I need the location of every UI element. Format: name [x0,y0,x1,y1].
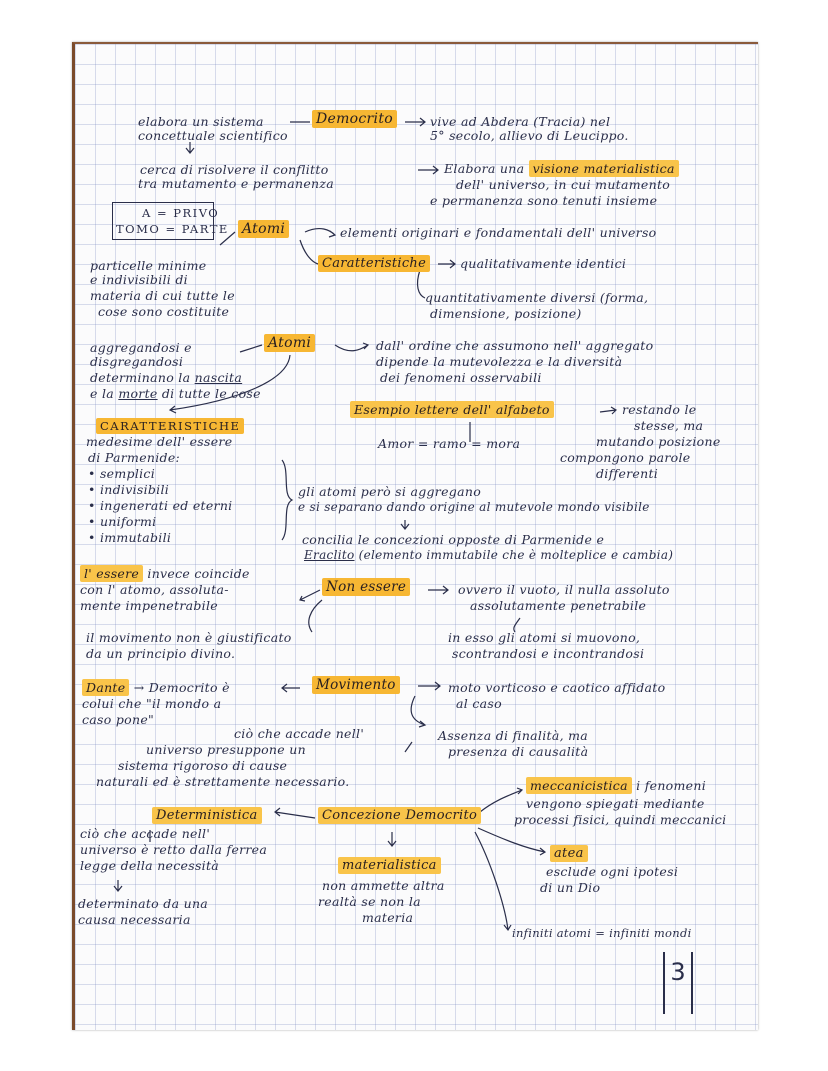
esempio-note2: stesse, ma [634,418,704,433]
det-line1: ciò che accade nell' [80,826,211,841]
universo-line3: sistema rigoroso di cause [118,758,288,773]
movimento-giustificato-line2: da un principio divino. [86,646,236,661]
mec-line2: vengono spiegati mediante [526,796,705,811]
conflitto-line2: tra mutamento e permanenza [138,176,335,191]
aggregandosi-line1: aggregandosi e [90,340,192,355]
caratteristiche-list-heading: CARATTERISTICHE [96,418,244,434]
atea-line2: di un Dio [540,880,601,895]
list-item-2: • ingenerati ed eterni [88,498,233,513]
quantitativamente-line2: dimensione, posizione) [430,306,582,321]
aggregano-line2: e si separano dando origine al mutevole mondo visibile [298,500,650,514]
list-item-3: • uniformi [88,514,157,529]
vorticoso-line2: al caso [456,696,502,711]
esempio-note3: mutando posizione [596,434,721,449]
movimento-heading: Movimento [312,678,400,693]
etymology-line2: TOMO = PARTE [116,222,229,236]
esempio-note5: differenti [596,466,659,481]
atomi-muovono-line2: scontrandosi e incontrandosi [452,646,645,661]
qualitativamente: qualitativamente identici [460,256,627,271]
atomi-definition: elementi originari e fondamentali dell' universo [340,225,657,240]
atomi2-heading: Atomi [264,336,315,351]
mat-line1: non ammette altra [322,878,445,893]
visione-line2: dell' universo, in cui mutamento [456,177,671,192]
finalita-line1: Assenza di finalità, ma [438,728,589,743]
aggregandosi-line3: determinano la nascita [90,370,243,385]
movimento-giustificato-line1: il movimento non è giustificato [86,630,292,645]
mec-line3: processi fisici, quindi meccanici [514,812,727,827]
particelle-line4: cose sono costituite [98,304,230,319]
list-item-1: • indivisibili [88,482,170,497]
universo-line2: universo presuppone un [146,742,306,757]
essere-line2: con l' atomo, assoluta- [80,582,229,597]
democrito-bio-line1: vive ad Abdera (Tracia) nel [430,114,611,129]
medesime-line2: di Parmenide: [88,450,181,465]
non-essere-heading: Non essere [322,580,410,595]
esempio-note4: compongono parole [560,450,691,465]
particelle-line3: materia di cui tutte le [90,288,235,303]
sistema-line1: elabora un sistema [138,114,264,129]
etymology-line1: A = PRIVO [142,206,220,220]
atea-line1: esclude ogni ipotesi [546,864,679,879]
esempio-words: Amor = ramo = mora [378,436,521,451]
universo-line1: ciò che accade nell' [234,726,365,741]
vuoto-line2: assolutamente penetrabile [470,598,647,613]
det-line4: determinato da una [78,896,209,911]
dante-line3: caso pone" [82,712,155,727]
caratteristiche-heading: Caratteristiche [318,256,430,271]
essere-line3: mente impenetrabile [80,598,218,613]
vuoto-line1: ovvero il vuoto, il nulla assoluto [458,582,670,597]
materialistica-heading: materialistica [338,858,441,873]
atomi-muovono-line1: in esso gli atomi si muovono, [448,630,641,645]
dante-line2: colui che "il mondo a [82,696,222,711]
visione-line3: e permanenza sono tenuti insieme [430,193,658,208]
aggregano-line1: gli atomi però si aggregano [298,484,482,499]
page-number: 3 [670,958,686,986]
list-item-0: • semplici [88,466,156,481]
ordine-line2: dipende la mutevolezza e la diversità [376,354,623,369]
universo-line4: naturali ed è strettamente necessario. [96,774,350,789]
mat-line3: materia [362,910,414,925]
vorticoso-line1: moto vorticoso e caotico affidato [448,680,666,695]
particelle-line2: e indivisibili di [90,272,188,287]
quantitativamente-line1: quantitativamente diversi (forma, [425,290,649,305]
det-line2: universo è retto dalla ferrea [80,842,268,857]
concilia-line1: concilia le concezioni opposte di Parmenide e [302,532,605,547]
concezione-heading: Concezione Democrito [318,808,481,823]
concilia-line2: Eraclito (elemento immutabile che è molteplice e cambia) [304,548,674,562]
aggregandosi-line2: disgregandosi [90,354,184,369]
atea-heading: atea [550,846,588,861]
sistema-line2: concettuale scientifico [138,128,288,143]
ordine-line3: dei fenomeni osservabili [380,370,542,385]
mat-line2: realtà se non la [318,894,421,909]
det-line3: legge della necessità [80,858,220,873]
deterministica-heading: Deterministica [152,808,262,823]
medesime-line1: medesime dell' essere [86,434,233,449]
democrito-heading: Democrito [312,112,397,127]
visione-line1: Elabora una visione materialistica [444,161,679,176]
det-line5: causa necessaria [78,912,191,927]
list-item-4: • immutabili [88,530,172,545]
aggregandosi-line4: e la morte di tutte le cose [90,386,261,401]
particelle-line1: particelle minime [90,258,207,273]
infiniti-mondi: infiniti atomi = infiniti mondi [512,926,692,940]
dante-line1: Dante → Democrito è [82,680,230,695]
ordine-line1: dall' ordine che assumono nell' aggregato [376,338,654,353]
conflitto-line1: cerca di risolvere il conflitto [140,162,329,177]
essere-line1: l' essere invece coincide [80,566,250,581]
finalita-line2: presenza di causalità [448,744,589,759]
esempio-heading: Esempio lettere dell' alfabeto [350,402,554,417]
page-number-box [663,952,693,1014]
atomi-heading: Atomi [238,222,289,237]
meccanicistica-line1: meccanicistica i fenomeni [526,778,706,793]
democrito-bio-line2: 5° secolo, allievo di Leucippo. [430,128,629,143]
esempio-note1: restando le [622,402,697,417]
